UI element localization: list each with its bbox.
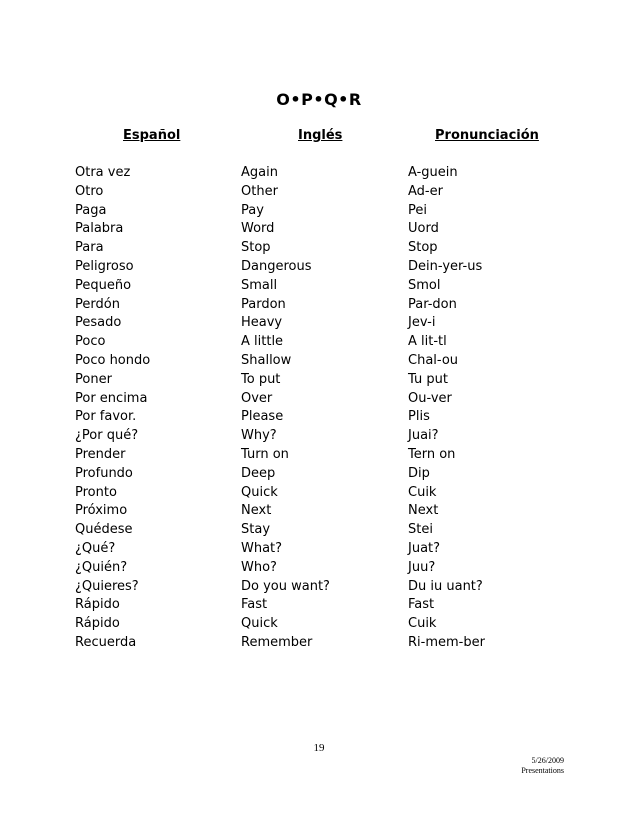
cell-spanish: Peligroso bbox=[75, 258, 134, 274]
footer-label: Presentations bbox=[521, 766, 564, 775]
cell-pronunciation: Pei bbox=[408, 202, 427, 218]
column-header-pronunciation: Pronunciación bbox=[435, 128, 539, 143]
table-row bbox=[75, 559, 515, 578]
table-row bbox=[75, 408, 515, 427]
table-row bbox=[75, 314, 515, 333]
cell-spanish: Paga bbox=[75, 202, 107, 218]
table-row bbox=[75, 202, 515, 221]
cell-english: Pay bbox=[241, 202, 264, 218]
table-row bbox=[75, 484, 515, 503]
cell-spanish: Próximo bbox=[75, 503, 128, 519]
table-row bbox=[75, 578, 515, 597]
cell-pronunciation: Juat? bbox=[408, 540, 441, 556]
cell-spanish: Quédese bbox=[75, 522, 133, 538]
cell-spanish: Profundo bbox=[75, 465, 133, 481]
table-row bbox=[75, 183, 515, 202]
cell-spanish: Pronto bbox=[75, 484, 117, 500]
cell-pronunciation: Jev-i bbox=[408, 315, 436, 331]
cell-pronunciation: Uord bbox=[408, 221, 439, 237]
cell-english: Next bbox=[241, 503, 272, 519]
cell-spanish: Perdón bbox=[75, 296, 120, 312]
cell-pronunciation: A lit-tl bbox=[408, 334, 447, 350]
table-row bbox=[75, 277, 515, 296]
column-header-spanish: Español bbox=[123, 128, 181, 143]
cell-pronunciation: Du iu uant? bbox=[408, 578, 483, 594]
cell-pronunciation: Smol bbox=[408, 277, 441, 293]
cell-pronunciation: A-guein bbox=[408, 165, 458, 180]
footer-date: 5/26/2009 bbox=[531, 756, 564, 765]
cell-english: Fast bbox=[241, 597, 268, 613]
cell-english: Quick bbox=[241, 484, 278, 500]
cell-english: Stay bbox=[241, 522, 271, 538]
column-header-english: Inglés bbox=[298, 128, 343, 143]
table-row bbox=[75, 296, 515, 315]
cell-spanish: Otro bbox=[75, 183, 104, 199]
table-row bbox=[75, 615, 515, 634]
table-row bbox=[75, 465, 515, 484]
cell-pronunciation: Juai? bbox=[408, 428, 439, 444]
cell-english: Why? bbox=[241, 428, 277, 444]
cell-pronunciation: Ad-er bbox=[408, 183, 443, 199]
cell-english: Deep bbox=[241, 465, 276, 481]
cell-english: To put bbox=[241, 371, 281, 387]
table-row bbox=[75, 502, 515, 521]
table-row bbox=[75, 521, 515, 540]
cell-pronunciation: Next bbox=[408, 503, 439, 519]
cell-spanish: Poner bbox=[75, 371, 112, 387]
cell-pronunciation: Chal-ou bbox=[408, 352, 459, 368]
page-title: O•P•Q•R bbox=[276, 90, 362, 109]
cell-english: Dangerous bbox=[241, 258, 312, 274]
cell-spanish: Por encima bbox=[75, 390, 148, 406]
cell-spanish: Otra vez bbox=[75, 165, 131, 180]
cell-pronunciation: Stei bbox=[408, 522, 433, 538]
table-row bbox=[75, 540, 515, 559]
table-row bbox=[75, 220, 515, 239]
cell-spanish: Para bbox=[75, 240, 104, 256]
cell-english: Quick bbox=[241, 616, 278, 632]
table-row bbox=[75, 352, 515, 371]
cell-spanish: Prender bbox=[75, 446, 126, 462]
cell-pronunciation: Plis bbox=[408, 409, 430, 425]
cell-english: Please bbox=[241, 409, 284, 425]
cell-spanish: ¿Qué? bbox=[75, 540, 116, 556]
cell-english: Small bbox=[241, 277, 278, 293]
cell-spanish: ¿Quién? bbox=[75, 559, 128, 575]
cell-spanish: Por favor. bbox=[75, 409, 137, 425]
cell-pronunciation: Ri-mem-ber bbox=[408, 634, 485, 650]
cell-english: Remember bbox=[241, 634, 313, 650]
cell-spanish: ¿Por qué? bbox=[75, 428, 139, 444]
cell-english: Word bbox=[241, 221, 275, 237]
vocabulary-table bbox=[75, 164, 515, 653]
cell-spanish: Pesado bbox=[75, 315, 122, 331]
cell-english: Other bbox=[241, 183, 278, 199]
cell-spanish: Rápido bbox=[75, 597, 120, 613]
cell-english: Who? bbox=[241, 559, 277, 575]
table-row bbox=[75, 390, 515, 409]
cell-pronunciation: Ou-ver bbox=[408, 390, 452, 406]
cell-pronunciation: Cuik bbox=[408, 484, 437, 500]
table-row bbox=[75, 446, 515, 465]
cell-english: Stop bbox=[241, 240, 271, 256]
cell-pronunciation: Tu put bbox=[408, 371, 448, 387]
cell-pronunciation: Tern on bbox=[408, 446, 456, 462]
cell-english: What? bbox=[241, 540, 283, 556]
table-row bbox=[75, 427, 515, 446]
cell-pronunciation: Dein-yer-us bbox=[408, 258, 483, 274]
cell-pronunciation: Par-don bbox=[408, 296, 457, 312]
table-row bbox=[75, 596, 515, 615]
cell-spanish: Pequeño bbox=[75, 277, 132, 293]
cell-english: A little bbox=[241, 334, 284, 350]
cell-spanish: ¿Quieres? bbox=[75, 578, 139, 594]
cell-english: Again bbox=[241, 165, 278, 180]
table-row bbox=[75, 164, 515, 183]
table-row bbox=[75, 333, 515, 352]
table-row bbox=[75, 634, 515, 653]
table-row bbox=[75, 239, 515, 258]
cell-spanish: Recuerda bbox=[75, 634, 137, 650]
cell-spanish: Poco bbox=[75, 334, 106, 350]
cell-pronunciation: Cuik bbox=[408, 616, 437, 632]
cell-spanish: Palabra bbox=[75, 221, 124, 237]
cell-spanish: Rápido bbox=[75, 616, 120, 632]
table-row bbox=[75, 371, 515, 390]
cell-english: Heavy bbox=[241, 315, 283, 331]
table-row bbox=[75, 258, 515, 277]
cell-spanish: Poco hondo bbox=[75, 352, 151, 368]
cell-english: Shallow bbox=[241, 352, 292, 368]
cell-pronunciation: Stop bbox=[408, 240, 438, 256]
cell-pronunciation: Fast bbox=[408, 597, 435, 613]
cell-english: Over bbox=[241, 390, 273, 406]
page-number: 19 bbox=[313, 742, 325, 754]
footer bbox=[521, 756, 564, 776]
cell-pronunciation: Juu? bbox=[408, 559, 436, 575]
cell-pronunciation: Dip bbox=[408, 465, 430, 481]
cell-english: Turn on bbox=[241, 446, 289, 462]
cell-english: Do you want? bbox=[241, 578, 330, 594]
cell-english: Pardon bbox=[241, 296, 286, 312]
